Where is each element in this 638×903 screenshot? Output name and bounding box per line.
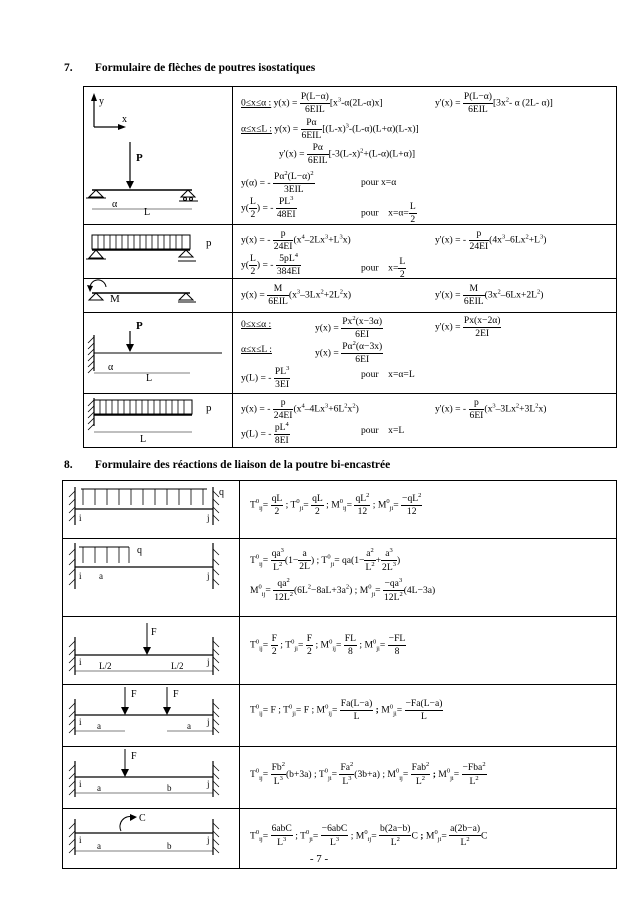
end-j-label: j bbox=[207, 513, 210, 523]
couple-C-label: C bbox=[139, 813, 146, 824]
end-i-label: i bbox=[79, 513, 82, 523]
beam-diagram bbox=[63, 685, 239, 741]
end-i-label: i bbox=[79, 779, 82, 789]
reactions-row6: $T^0_{ij}=$ $\frac{\text{6abC}}{L^3}$ ; $T^0_{ji}=$ $\frac{\text{−6abC}}{L^3}$ ; $M^0_{ij}=$ $\frac{b(2a-b)}{L^2}$ C ; $M^0_{ji}=$ $\frac{a(2b-a)}{L^2}$ C bbox=[240, 809, 617, 869]
load-F-label: F bbox=[151, 627, 157, 638]
reactions-row3: $T^0_{ij}=$ $\frac{F}{2}$ ; $T^0_{ji}=$ $\frac{F}{2}$ ; $M^0_{ij}=$ $\frac{FL}{8}$ ; $M^0_{ji}=$ $\frac{-FL}{8}$ bbox=[240, 617, 617, 685]
table-row bbox=[84, 225, 617, 279]
equations-row4: 0≤x≤α : y(x) = $\frac{Px^2(x-3\alpha)}{6EI}$ y'(x) = $\frac{Px(x-2\alpha)}{2EI}$ α≤x≤L : y(x) = $\frac{P\alpha^2(\alpha-3x)}{6EI}$ y(L) = - $\frac{PL^3}{3EI}$ pour x=α=L bbox=[233, 313, 617, 394]
end-j-label: j bbox=[207, 779, 210, 789]
reactions-row4: $T^0_{ij}= F$ ; $T^0_{ji}= F$ ; $M^0_{ij}=$ $\frac{Fa(L-a)}{L}$ ; $M^0_{ji}=$ $\frac{-Fa(L-a)}{L}$ bbox=[240, 685, 617, 747]
alpha-label: α bbox=[112, 199, 118, 210]
length-a-label: a bbox=[97, 783, 101, 793]
load-q-label: q bbox=[219, 487, 224, 498]
beam-diagram bbox=[84, 313, 232, 393]
section8-number: 8. bbox=[64, 459, 73, 471]
load-p-label: p bbox=[206, 402, 212, 414]
section7-title: Formulaire de flèches de poutres isostatiques bbox=[94, 62, 316, 74]
load-F-label: F bbox=[131, 751, 137, 762]
table-row bbox=[84, 313, 617, 394]
axis-x-label: x bbox=[122, 114, 127, 125]
table-row bbox=[63, 481, 617, 539]
end-i-label: i bbox=[79, 717, 82, 727]
end-j-label: j bbox=[207, 835, 210, 845]
length-b-label: b bbox=[167, 841, 172, 851]
reactions-row1: $T^0_{ij}=$ $\frac{qL}{2}$ ; $T^0_{ji}=$ $\frac{qL}{2}$ ; $M^0_{ij}=$ $\frac{qL^2}{12}$ ; $M^0_{ji}=$ $\frac{-qL^2}{12}$ bbox=[240, 481, 617, 539]
end-i-label: i bbox=[79, 657, 82, 667]
length-a-label: a bbox=[99, 571, 103, 581]
load-F-label: F bbox=[131, 689, 137, 700]
equations-row5: y(x) = - $\frac{p}{24EI}$ $(x^4-4Lx^3+6L^2x^2)$ y'(x) = - $\frac{p}{6EI}$ $(x^3-3Lx^2+3L^2x)$ y(L) = - $\frac{pL^4}{8EI}$ pour x=L bbox=[233, 394, 617, 448]
beam-diagram bbox=[63, 747, 239, 803]
reactions-row5: $T^0_{ij}=$ $\frac{Fb^2}{L^3}$ (b+3a) ; $T^0_{ji}=$ $\frac{Fa^2}{L^3}$ (3b+a) ; $M^0_{ij}=$ $\frac{Fab^2}{L^2}$ ; $M^0_{ji}=$ $\frac{-Fba^2}{L^2}$ bbox=[240, 747, 617, 809]
section8-heading bbox=[64, 459, 390, 471]
length-a-label: a bbox=[187, 721, 191, 731]
end-i-label: i bbox=[79, 835, 82, 845]
beam-diagram bbox=[84, 279, 232, 312]
half-span-label: L/2 bbox=[99, 661, 112, 671]
alpha-label: α bbox=[108, 362, 114, 373]
length-a-label: a bbox=[97, 841, 101, 851]
moment-M-label: M bbox=[110, 293, 120, 305]
span-L-label: L bbox=[144, 207, 151, 218]
load-P-label: P bbox=[136, 320, 143, 332]
diagram-cantilever-point-load bbox=[84, 313, 233, 394]
table-row bbox=[63, 617, 617, 685]
diagram-fixed-fixed-uniform bbox=[63, 481, 240, 539]
load-p-label: p bbox=[206, 237, 212, 249]
load-q-label: q bbox=[137, 545, 142, 556]
equations-row3: y(x) = $\frac{M}{\text{6EIL}}$ $(x^3-3Lx^2+2L^2x)$ y'(x) = $\frac{M}{\text{6EIL}}$ $(3x^2-6Lx+2L^2)$ bbox=[233, 279, 617, 313]
deflection-table bbox=[83, 86, 617, 448]
table-row bbox=[84, 394, 617, 448]
reactions-table bbox=[62, 480, 617, 869]
table-row bbox=[84, 87, 617, 225]
half-span-label: L/2 bbox=[171, 661, 184, 671]
beam-diagram bbox=[63, 617, 239, 679]
length-a-label: a bbox=[97, 721, 101, 731]
span-L-label: L bbox=[146, 373, 153, 384]
diagram-fixed-fixed-partial-uniform bbox=[63, 539, 240, 617]
reactions-row2: $T^0_{ij}=$ $\frac{qa^3}{L^2}$ (1− $\frac{a}{2L}$ ) ; $T^0_{ji}= qa(1-$ $\frac{a^2}{L^2}$ + $\frac{a^3}{2L^3}$ ) $M^0_{ij}=$ $\frac{qa^2}{12L^2}$ $(6L^2-8aL+3a^2)$ ; $M^0_{ji}=$ $\frac{-qa^3}{12L^2}$ (4L−3a) bbox=[240, 539, 617, 617]
beam-diagram bbox=[84, 87, 232, 224]
length-b-label: b bbox=[167, 783, 172, 793]
table-row bbox=[63, 539, 617, 617]
beam-diagram bbox=[84, 394, 232, 447]
diagram-fixed-fixed-eccentric-load bbox=[63, 747, 240, 809]
beam-diagram bbox=[63, 481, 239, 533]
section7-number: 7. bbox=[64, 62, 73, 74]
diagram-simply-supported-point-load bbox=[84, 87, 233, 225]
section8-title: Formulaire des réactions de liaison de la poutre bi-encastrée bbox=[94, 459, 391, 471]
end-j-label: j bbox=[207, 657, 210, 667]
beam-diagram bbox=[63, 539, 239, 611]
load-P-label: P bbox=[136, 152, 143, 164]
span-L-label: L bbox=[140, 434, 147, 445]
beam-diagram bbox=[84, 225, 232, 278]
equations-row2: y(x) = - $\frac{p}{24EI}$ $(x^4-2Lx^3+L^3x)$ y'(x) = - $\frac{p}{24EI}$ $(4x^3-6Lx^2+L^3)$ y( $\frac{L}{2}$ ) = - $\frac{5pL^4}{384EI}$ pour x= $\frac{L}{2}$ bbox=[233, 225, 617, 279]
diagram-fixed-fixed-central-load bbox=[63, 617, 240, 685]
axis-y-label: y bbox=[99, 96, 104, 107]
diagram-cantilever-uniform-load bbox=[84, 394, 233, 448]
page-number: - 7 - bbox=[309, 853, 329, 865]
table-row bbox=[84, 279, 617, 313]
end-i-label: i bbox=[79, 571, 82, 581]
diagram-simply-supported-uniform-load bbox=[84, 225, 233, 279]
table-row bbox=[63, 685, 617, 747]
end-j-label: j bbox=[207, 571, 210, 581]
diagram-end-moment bbox=[84, 279, 233, 313]
diagram-fixed-fixed-two-loads bbox=[63, 685, 240, 747]
load-F-label: F bbox=[173, 689, 179, 700]
equations-row1: 0≤x≤α : y(x) = $\frac{P(L-\alpha)}{\text{6EIL}}$ $[x^3-\alpha(2L-\alpha)x]$ y'(x) = $\frac{P(L-\alpha)}{\text{6EIL}}$ [$3x^2-$ α (2L- α)] α≤x≤L : y(x) = $\frac{P\alpha}{\text{6EIL}}$ $[(L-x)^3-(L-\alpha)(L+\alpha)(L-x)]$ y'(x) = $\frac{P\alpha}{\text{6EIL}}$ $[-3(L-x)^2+(L-\alpha)(L+\alpha)]$ y(α) = - $\frac{P\alpha^2(L-\alpha)^2}{\text{3EIL}}$ pour x=α y( $\frac{L}{2}$ ) = - $\frac{PL^3}{48EI}$ pour x=α= $\frac{L}{2}$ bbox=[233, 87, 617, 225]
end-j-label: j bbox=[207, 717, 210, 727]
table-row bbox=[63, 747, 617, 809]
section7-heading bbox=[64, 62, 315, 74]
